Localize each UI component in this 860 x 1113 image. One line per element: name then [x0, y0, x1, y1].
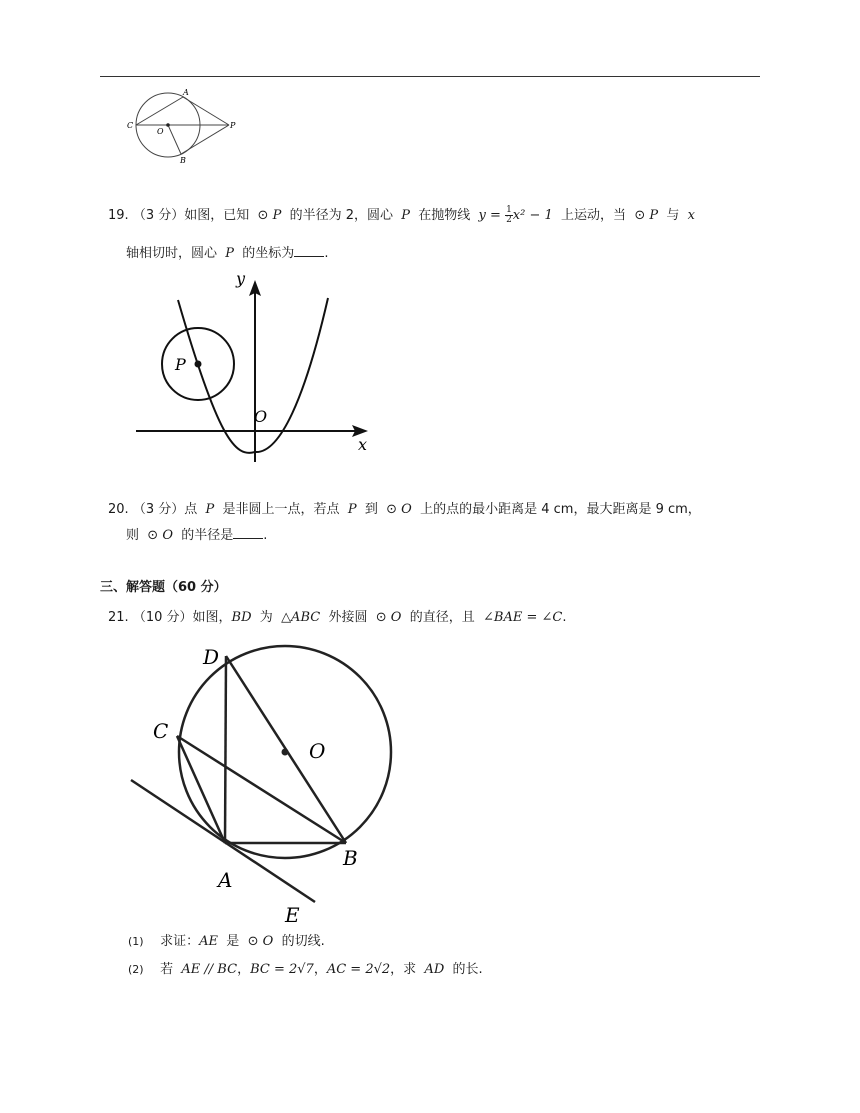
center-p-dot — [195, 361, 202, 368]
q21-figure — [125, 640, 400, 925]
var-triangle-abc: △ABC — [281, 610, 321, 625]
var-o: O — [401, 502, 412, 517]
circle-symbol: ⊙ — [147, 528, 159, 543]
q19-line2-a: 轴相切时，圆心 — [126, 246, 218, 261]
parallel-relation: AE // BC — [181, 962, 238, 977]
header-rule — [100, 76, 760, 77]
q19-eq-rhs: x² − 1 — [512, 208, 553, 223]
ac-value: AC = 2√2 — [326, 962, 391, 977]
center-o-dot — [282, 749, 289, 756]
period: . — [263, 528, 268, 543]
q19-fraction — [505, 206, 513, 225]
sub2-number: (2) — [128, 963, 144, 976]
q19-text-1: 如图，已知 — [184, 208, 250, 223]
q20-text-1: 点 — [184, 502, 198, 517]
var-p: P — [401, 208, 410, 223]
q19-line2-b: 的坐标为 — [242, 246, 295, 261]
sub2-text-c: 的长. — [452, 962, 483, 977]
q21-text-4: 的直径，且 — [409, 610, 475, 625]
q18-center-dot — [166, 123, 170, 127]
angle-equation: ∠BAE = ∠C — [483, 610, 563, 625]
q20-text-3: 到 — [364, 502, 378, 517]
section-title: 三、解答题（60 分） — [100, 580, 227, 595]
circle-symbol: ⊙ — [634, 208, 646, 223]
q20-line2 — [126, 526, 267, 546]
var-o: O — [262, 934, 274, 949]
period: . — [324, 246, 329, 261]
q21-text-1: 如图， — [192, 610, 232, 625]
var-p: P — [649, 208, 659, 223]
q21-line1 — [108, 608, 566, 628]
q21-text-2: 为 — [259, 610, 273, 625]
q19-text-5: 与 — [666, 208, 680, 223]
q18-figure — [125, 86, 245, 166]
fig-label-o: O — [254, 407, 268, 426]
var-ae: AE — [199, 934, 219, 949]
label-c: C — [153, 719, 169, 743]
fig-label-p: P — [175, 355, 186, 374]
q19-line1 — [108, 206, 695, 226]
answer-blank — [233, 526, 263, 539]
q18-label-b: B — [180, 156, 186, 165]
q20-line2-b: 的半径是 — [181, 528, 234, 543]
var-p: P — [272, 208, 282, 223]
var-o: O — [162, 528, 173, 543]
sub1-text-c: 的切线. — [281, 934, 325, 949]
q19-score: （3 分） — [132, 208, 185, 223]
fraction-numerator: 1 — [506, 205, 512, 215]
fig-label-y: y — [236, 269, 246, 288]
q20-number: 20. — [108, 502, 129, 517]
comma: ， — [237, 962, 251, 977]
sub1-number: (1) — [128, 935, 144, 948]
circle-symbol: ⊙ — [257, 208, 269, 223]
fraction-denominator: 2 — [506, 215, 512, 225]
q20-score: （3 分） — [132, 502, 185, 517]
var-x: x — [687, 208, 696, 223]
bc-value: BC = 2√7 — [250, 962, 314, 977]
var-p: P — [205, 502, 215, 517]
q18-line-ob — [168, 125, 181, 154]
var-p: P — [225, 246, 235, 261]
label-o: O — [309, 739, 326, 763]
q20-text-4: 上的点的最小距离是 4 cm，最大距离是 9 cm， — [420, 502, 701, 517]
var-p: P — [347, 502, 357, 517]
fig-label-x: x — [358, 435, 368, 454]
q19-number: 19. — [108, 208, 129, 223]
q20-text-2: 是非圆上一点，若点 — [222, 502, 340, 517]
circle-symbol: ⊙ — [247, 934, 259, 949]
q20-line2-a: 则 — [126, 528, 140, 543]
circle-symbol: ⊙ — [386, 502, 398, 517]
answer-blank — [294, 244, 324, 257]
q18-tangent-pa — [183, 97, 229, 125]
q21-sub2 — [128, 960, 483, 980]
q18-label-c: C — [127, 121, 134, 130]
circle-symbol: ⊙ — [375, 610, 387, 625]
var-o: O — [390, 610, 402, 625]
q18-label-a: A — [183, 88, 189, 97]
parabola-curve — [178, 298, 328, 453]
q19-line2 — [126, 244, 328, 264]
label-b: B — [343, 846, 358, 870]
label-d: D — [203, 645, 220, 669]
q19-figure — [130, 268, 380, 468]
q19-text-3: 在抛物线 — [418, 208, 471, 223]
q19-text-4: 上运动，当 — [561, 208, 627, 223]
sub2-text-a: 若 — [160, 962, 174, 977]
period: . — [562, 610, 567, 625]
q18-label-p: P — [230, 121, 236, 130]
sub1-text-b: 是 — [226, 934, 240, 949]
q19-text-2: 的半径为 2，圆心 — [289, 208, 393, 223]
var-ad: AD — [424, 962, 445, 977]
label-a: A — [218, 868, 233, 892]
q21-text-3: 外接圆 — [328, 610, 368, 625]
sub2-text-b: ，求 — [390, 962, 417, 977]
var-bd: BD — [231, 610, 252, 625]
sub1-text-a: 求证： — [160, 934, 200, 949]
comma: ， — [313, 962, 327, 977]
label-e: E — [285, 903, 300, 925]
q21-sub1 — [128, 932, 325, 952]
q21-score: （10 分） — [132, 610, 193, 625]
q20-line1 — [108, 500, 701, 520]
q19-eq-lhs: y = — [478, 208, 501, 223]
q18-line-ca — [136, 97, 183, 125]
q18-label-o: O — [157, 127, 164, 136]
q21-number: 21. — [108, 610, 129, 625]
segment-da — [225, 656, 226, 843]
q18-tangent-pb — [181, 125, 229, 154]
